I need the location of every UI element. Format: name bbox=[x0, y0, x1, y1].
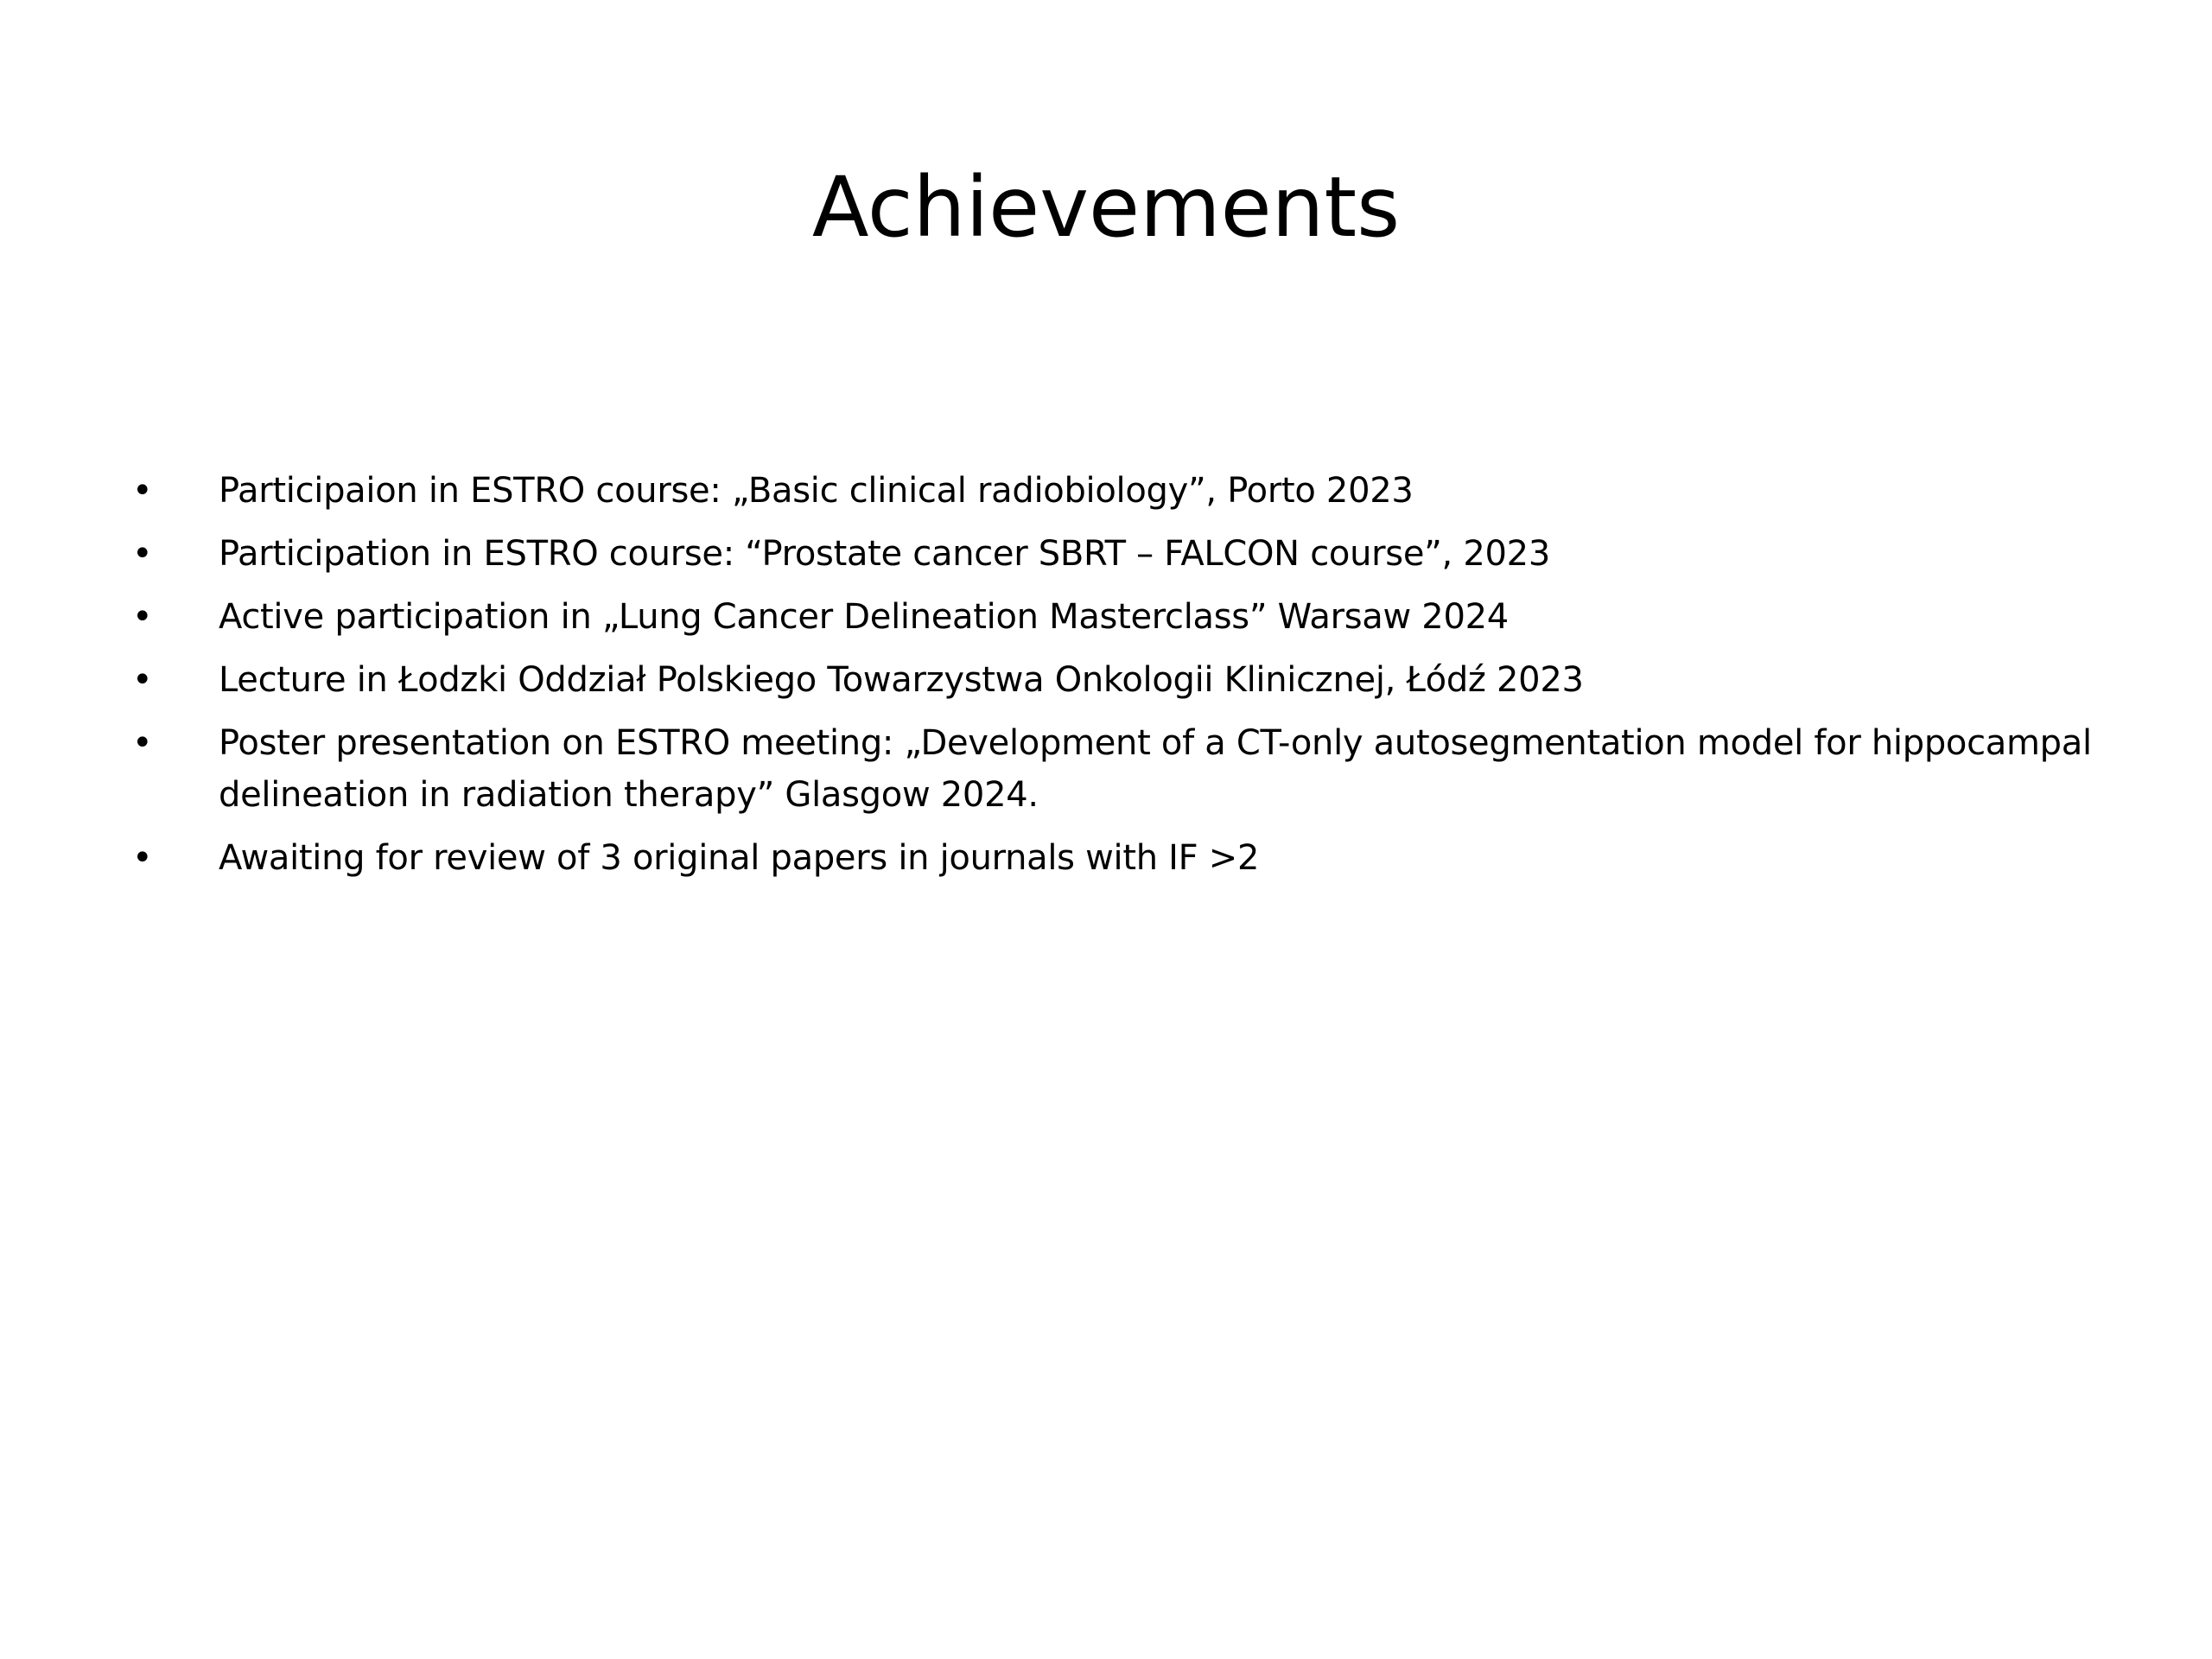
list-item-text: Participaion in ESTRO course: „Basic clinical radiobiology”, Porto 2023 bbox=[219, 471, 1414, 511]
slide-title: Achievements bbox=[811, 159, 1401, 256]
list-item bbox=[132, 465, 2120, 517]
bullet-icon: • bbox=[132, 534, 153, 574]
list-item bbox=[132, 717, 2120, 821]
bullet-list bbox=[132, 465, 2120, 895]
list-item-text: Lecture in Łodzki Oddział Polskiego Towarzystwa Onkologii Klinicznej, Łódź 2023 bbox=[219, 660, 1584, 700]
bullet-icon: • bbox=[132, 471, 153, 511]
list-item-text: Active participation in „Lung Cancer Delineation Masterclass” Warsaw 2024 bbox=[219, 597, 1509, 637]
list-item-text: Poster presentation on ESTRO meeting: „Development of a CT-only autosegmentation model for hippocampal delineation in radiation therapy” Glasgow 2024. bbox=[219, 723, 2092, 815]
bullet-icon: • bbox=[132, 660, 153, 700]
list-item bbox=[132, 654, 2120, 706]
list-item bbox=[132, 832, 2120, 884]
bullet-icon: • bbox=[132, 838, 153, 878]
list-item bbox=[132, 528, 2120, 580]
bullet-icon: • bbox=[132, 723, 153, 763]
bullet-icon: • bbox=[132, 597, 153, 637]
list-item bbox=[132, 591, 2120, 643]
list-item-text: Awaiting for review of 3 original papers in journals with IF >2 bbox=[219, 838, 1260, 878]
list-item-text: Participation in ESTRO course: “Prostate cancer SBRT – FALCON course”, 2023 bbox=[219, 534, 1550, 574]
